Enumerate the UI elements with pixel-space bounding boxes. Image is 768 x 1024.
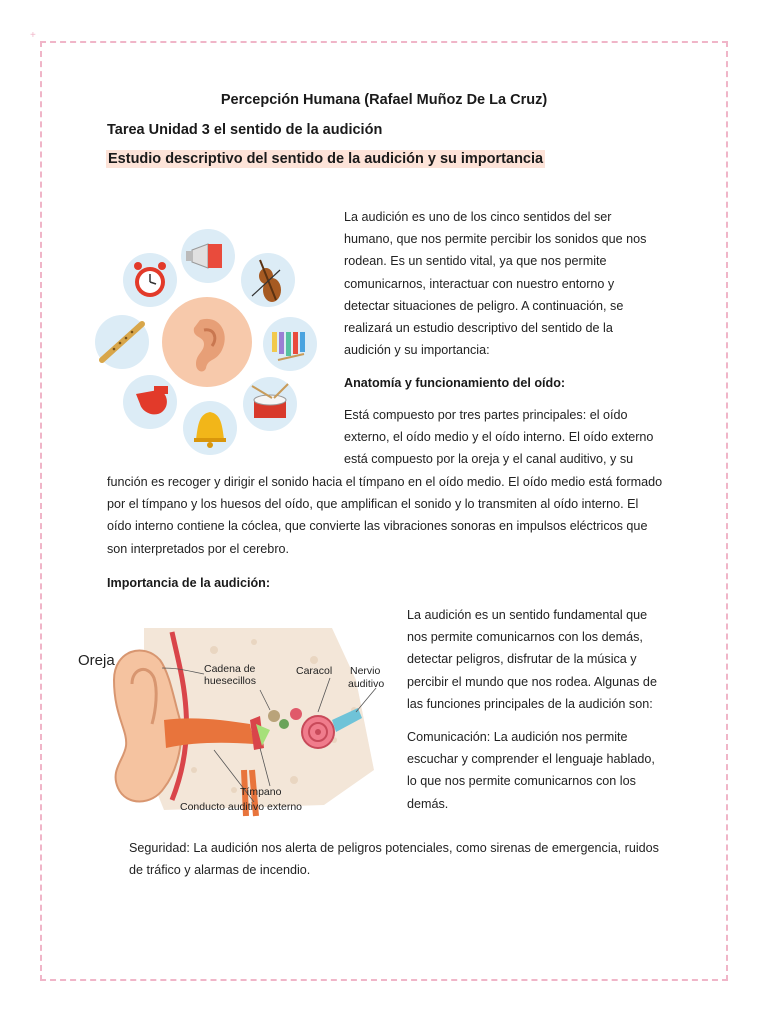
xylophone-icon [263, 317, 317, 371]
anatomy-paragraph-narrow [344, 404, 684, 471]
alarm-clock-icon [123, 253, 177, 307]
security-line: Seguridad: La audición nos alerta de peligros potenciales, como sirenas de emergencia, ruidos [129, 841, 659, 855]
importance-heading: Importancia de la audición: [107, 576, 271, 590]
importance-line: percibir el mundo que nos rodea. Algunas de [407, 674, 657, 689]
intro-paragraph [344, 206, 684, 361]
communication-paragraph [407, 726, 707, 815]
drum-icon [243, 377, 297, 431]
intro-line: audición y su importancia: [344, 343, 490, 358]
label-cadena-line1: Cadena de [204, 663, 256, 675]
anatomy-line: está compuesto por la oreja y el canal auditivo, y su [344, 452, 634, 467]
intro-line: detectar situaciones de peligro. A continuación, se [344, 298, 624, 313]
label-timpano: Tímpano [240, 786, 282, 798]
label-caracol: Caracol [296, 665, 333, 677]
label-conducto: Conducto auditivo externo [180, 801, 302, 813]
communication-line: escuchar y comprender el lenguaje hablado, [407, 752, 655, 767]
intro-line: realizará un estudio descriptivo del sentido de la [344, 321, 613, 336]
ear-center-icon [162, 297, 252, 387]
ear-anatomy-diagram [74, 620, 394, 820]
security-paragraph [129, 837, 709, 881]
flute-icon [95, 315, 149, 369]
communication-line: lo que nos permite comunicarnos con los [407, 774, 636, 789]
anatomy-line: Está compuesto por tres partes principales: el oído [344, 408, 628, 422]
document-subtitle: Tarea Unidad 3 el sentido de la audición [107, 122, 383, 138]
intro-line: humano, que nos permite percibir los sonidos que nos [344, 232, 647, 247]
communication-line: Comunicación: La audición nos permite [407, 730, 628, 744]
label-nervio-line2: auditivo [348, 678, 385, 690]
importance-line: La audición es un sentido fundamental que [407, 608, 648, 622]
hearing-sounds-illustration [92, 226, 322, 458]
anatomy-line: externo, el oído medio y el oído interno. El oído externo [344, 430, 654, 445]
label-nervio-line1: Nervio [350, 665, 381, 677]
violin-icon [241, 253, 295, 307]
section-title: Estudio descriptivo del sentido de la audición y su importancia [108, 151, 544, 167]
importance-line: las funciones principales de la audición son: [407, 696, 653, 711]
corner-mark: + [30, 30, 36, 41]
anatomy-line: oído interno contiene la cóclea, que convierte las vibraciones sonoras en impulsos eléctricos que [107, 519, 648, 534]
anatomy-line: función es recoger y dirigir el sonido hacia el tímpano en el oído medio. El oído medio está formado [107, 475, 663, 489]
security-line: de tráfico y alarmas de incendio. [129, 863, 311, 878]
megaphone-icon [181, 229, 235, 283]
importance-line: nos permite comunicarnos con los demás, [407, 630, 643, 645]
communication-line: demás. [407, 796, 449, 811]
importance-intro-paragraph [407, 604, 707, 715]
bell-icon [183, 401, 237, 455]
intro-line: La audición es uno de los cinco sentidos del ser [344, 210, 612, 224]
label-oreja: Oreja [78, 652, 115, 669]
anatomy-line: son interpretados por el cerebro. [107, 541, 290, 556]
anatomy-heading: Anatomía y funcionamiento del oído: [344, 376, 566, 390]
intro-line: comunicarnos, interactuar con nuestro entorno y [344, 276, 615, 291]
importance-line: detectar peligros, disfrutar de la música y [407, 652, 637, 667]
document-title: Percepción Humana (Rafael Muñoz De La Cruz) [220, 92, 548, 108]
anatomy-line: por el tímpano y los huesos del oído, que amplifican el sonido y lo transmiten al oído interno. El [107, 497, 639, 512]
anatomy-paragraph-wide [107, 471, 707, 560]
whistle-icon [123, 375, 177, 429]
label-cadena-line2: huesecillos [204, 675, 256, 687]
intro-line: rodean. Es un sentido vital, ya que nos permite [344, 254, 607, 269]
